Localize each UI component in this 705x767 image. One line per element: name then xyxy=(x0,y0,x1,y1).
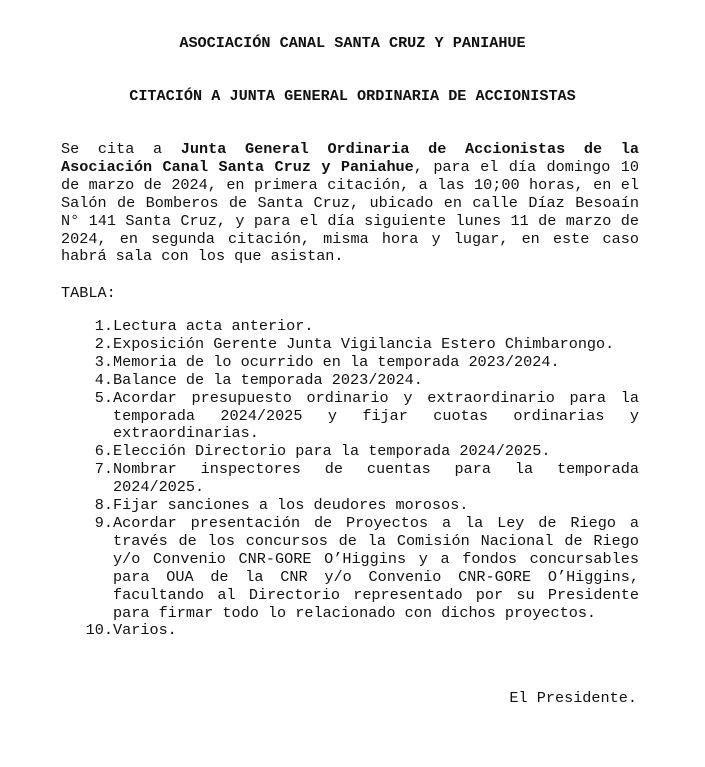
agenda-item xyxy=(78,390,639,444)
agenda-item-number: 1. xyxy=(94,317,113,335)
agenda-item xyxy=(78,443,639,461)
agenda-item-number: 10. xyxy=(85,621,113,640)
agenda-item xyxy=(78,354,639,372)
agenda-item-number: 6. xyxy=(94,442,113,461)
agenda-item xyxy=(78,497,639,515)
signature: El Presidente. xyxy=(509,689,637,707)
intro-bold: Junta General Ordinaria de Accionistas de la Asociación Canal Santa Cruz y Paniahue xyxy=(61,140,640,176)
agenda-item-number: 7. xyxy=(94,460,113,479)
intro-rest: , para el día domingo 10 de marzo de 2024, en primera citación, a las 10;00 horas, en el Salón de Bomberos de Santa Cruz, ubicado en calle Díaz Besoaín N° 141 Santa Cruz, y para el día siguiente lunes 11 de marzo de 2024, en segunda citación, misma hora y lugar, en este caso habrá sala con los que asistan. xyxy=(61,157,639,266)
agenda-item-text: Fijar sanciones a los deudores morosos. xyxy=(113,496,469,515)
agenda-item-number: 8. xyxy=(94,496,113,515)
agenda-item-number: 5. xyxy=(94,388,113,407)
agenda-item xyxy=(78,515,639,622)
agenda-item-text: Exposición Gerente Junta Vigilancia Estero Chimbarongo. xyxy=(113,334,615,353)
intro-prefix: Se cita a xyxy=(61,140,181,158)
agenda-item-text: Acordar presentación de Proyectos a la Ley de Riego a través de los concursos de la Comisión Nacional de Riego y/o Convenio CNR-GORE O’Higgins y a fondos concursables para OUA de la CNR y/o Convenio CNR-GORE O’Higgins, facultando al Directorio representado por su Presidente para firmar todo lo relacionado con dichos proyectos. xyxy=(113,513,639,622)
agenda-item xyxy=(78,372,639,390)
agenda-item xyxy=(78,318,639,336)
agenda-item-number: 3. xyxy=(94,352,113,371)
agenda-list xyxy=(78,318,639,640)
agenda-item-number: 4. xyxy=(94,370,113,389)
document-subheading: CITACIÓN A JUNTA GENERAL ORDINARIA DE ACCIONISTAS xyxy=(129,87,576,105)
agenda-item-text: Varios. xyxy=(113,621,177,640)
agenda-item-text: Balance de la temporada 2023/2024. xyxy=(113,370,423,389)
agenda-item-text: Lectura acta anterior. xyxy=(113,317,314,335)
agenda-item-number: 9. xyxy=(94,513,113,532)
document-heading: ASOCIACIÓN CANAL SANTA CRUZ Y PANIAHUE xyxy=(179,34,526,52)
table-label: TABLA: xyxy=(61,284,116,302)
agenda-item xyxy=(78,461,639,497)
agenda-item xyxy=(78,622,639,640)
agenda-item-text: Memoria de lo ocurrido en la temporada 2023/2024. xyxy=(113,352,560,371)
agenda-item-number: 2. xyxy=(94,334,113,353)
agenda-item-text: Elección Directorio para la temporada 2024/2025. xyxy=(113,442,551,461)
intro-paragraph xyxy=(61,141,639,266)
agenda-item-text: Nombrar inspectores de cuentas para la temporada 2024/2025. xyxy=(113,460,639,497)
agenda-item xyxy=(78,336,639,354)
agenda-item-text: Acordar presupuesto ordinario y extraordinario para la temporada 2024/2025 y fijar cuotas ordinarias y extraordinarias. xyxy=(113,388,639,443)
